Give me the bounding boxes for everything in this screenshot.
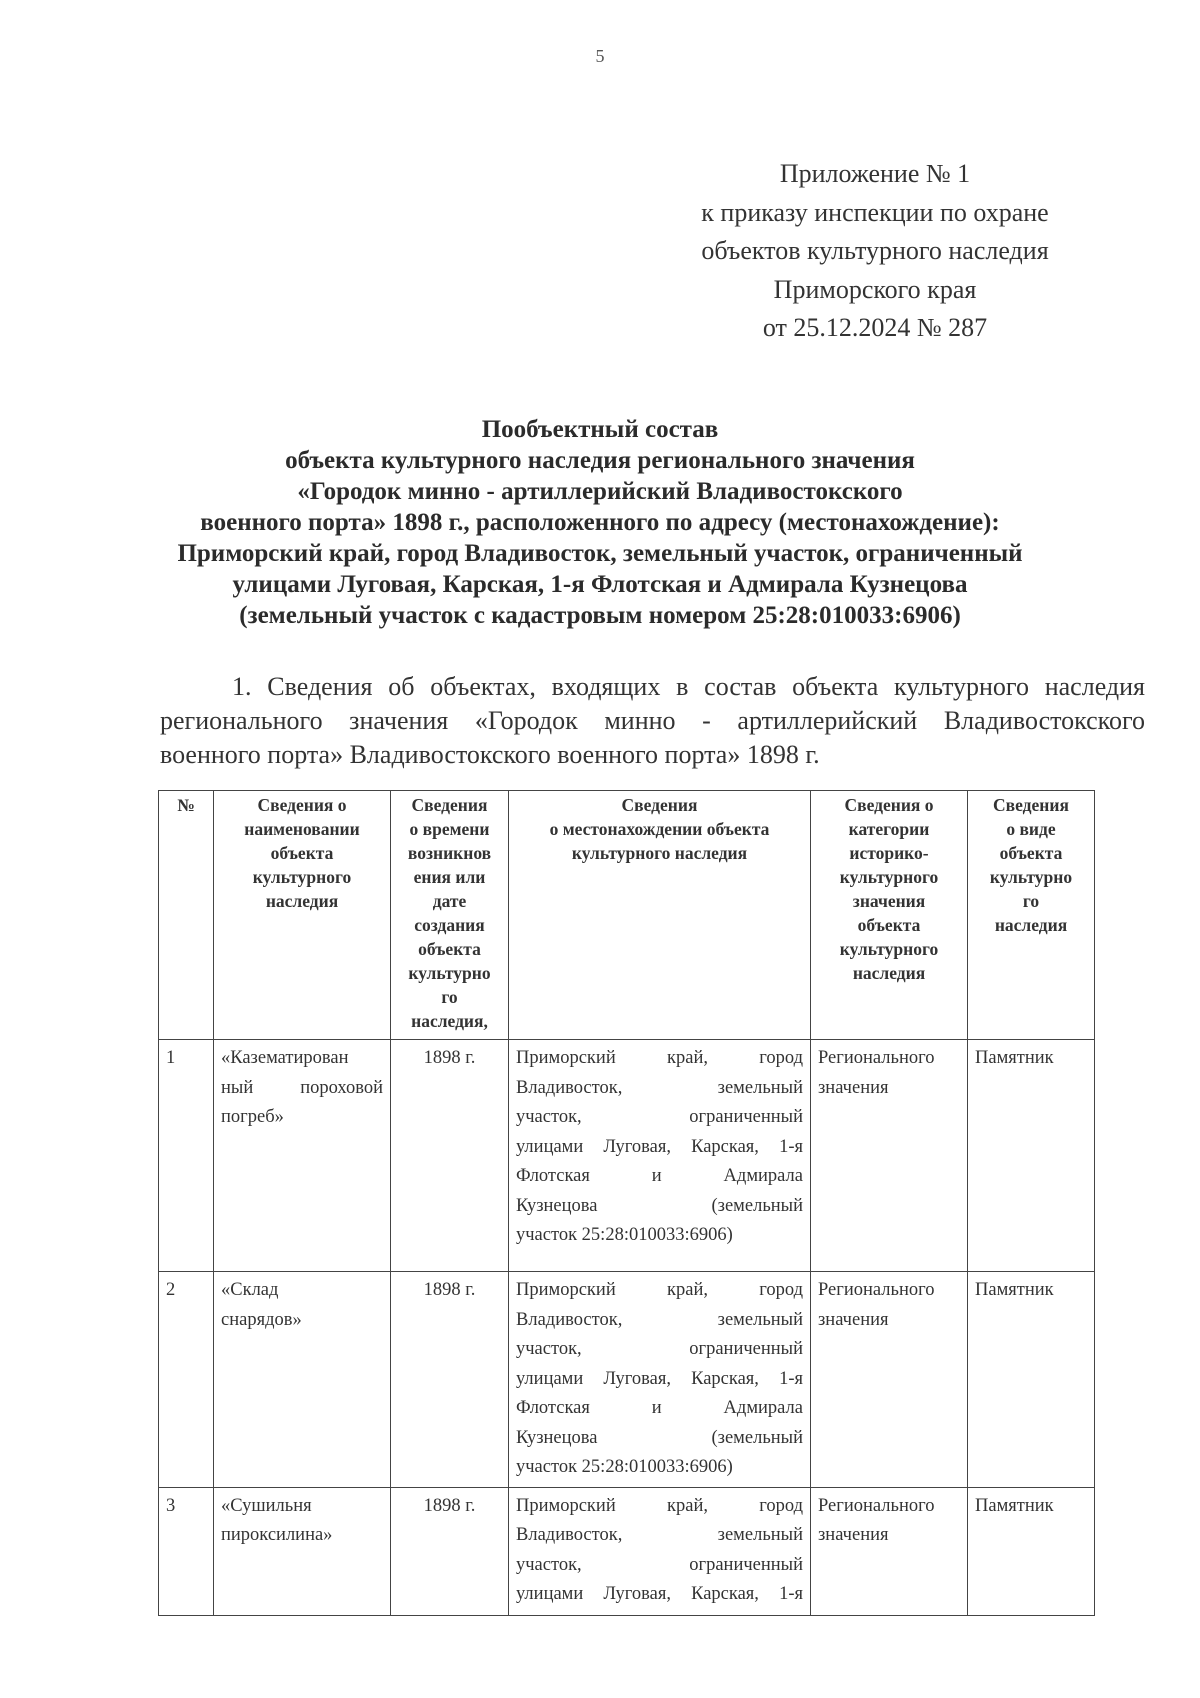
cell-line: Сведения о [257, 795, 347, 815]
document-title [60, 414, 1140, 631]
cell-line: Регионального [818, 1280, 935, 1300]
intro-line: военного порта» Владивостокского военного порта» 1898 г. [160, 740, 820, 769]
intro-line: регионального значения «Городок минно - артиллерийский Владивостокского [160, 706, 1145, 735]
cell-line: культурно [408, 963, 491, 983]
cell-date: 1898 г. [391, 1487, 509, 1615]
cell-line: пироксилина» [221, 1525, 333, 1545]
cell-line: Приморский край, город [516, 1048, 803, 1068]
cell-line: участок, ограниченный [516, 1107, 803, 1127]
cell-category [811, 1487, 968, 1615]
cell-line: Сведения [411, 795, 488, 815]
cell-line: создания [414, 915, 485, 935]
cell-num: 3 [159, 1487, 214, 1615]
cell-line: «Склад [221, 1280, 279, 1300]
cell-line: снарядов» [221, 1309, 302, 1330]
cell-line: погреб» [221, 1107, 284, 1127]
cell-kind: Памятник [968, 1040, 1095, 1272]
cell-line: значения [818, 1309, 889, 1330]
cell-line: значения [852, 891, 926, 911]
cell-line: историко- [849, 843, 929, 863]
cell-line: Приморский край, город [516, 1495, 803, 1516]
intro-paragraph [160, 670, 1145, 772]
cell-date: 1898 г. [391, 1272, 509, 1488]
title-line: улицами Луговая, Карская, 1-я Флотская и Адмирала Кузнецова [232, 571, 968, 598]
cell-line: культурного [839, 939, 939, 959]
appendix-line: от 25.12.2024 № 287 [762, 313, 988, 342]
cell-line: Владивосток, земельный [516, 1309, 803, 1330]
cell-line: Кузнецова (земельный [516, 1195, 803, 1216]
cell-line: Сведения о [844, 795, 934, 815]
title-line: объекта культурного наследия регионального значения [285, 447, 915, 474]
cell-line: о местонахождении объекта [549, 819, 770, 839]
cell-line: Флотская и Адмирала [516, 1398, 803, 1418]
cell-line: Владивосток, земельный [516, 1525, 803, 1545]
objects-table [158, 790, 1095, 1616]
table-header-row [159, 791, 1095, 1040]
cell-num: 2 [159, 1272, 214, 1488]
header-name [214, 791, 391, 1040]
cell-kind: Памятник [968, 1487, 1095, 1615]
appendix-block [640, 155, 1110, 348]
cell-name [214, 1272, 391, 1488]
cell-name [214, 1487, 391, 1615]
cell-line: улицами Луговая, Карская, 1-я [516, 1368, 803, 1389]
cell-line: объекта [418, 939, 481, 959]
cell-line: Владивосток, земельный [516, 1077, 803, 1098]
cell-line: го [1022, 891, 1040, 911]
cell-line: Регионального [818, 1495, 935, 1516]
cell-line: значения [818, 1525, 889, 1545]
header-num: № [159, 791, 214, 1040]
cell-location [509, 1272, 811, 1488]
appendix-line: объектов культурного наследия [701, 236, 1049, 265]
cell-location [509, 1487, 811, 1615]
cell-line: возникнов [407, 843, 492, 863]
cell-line: улицами Луговая, Карская, 1-я [516, 1136, 803, 1157]
cell-name [214, 1040, 391, 1272]
cell-date: 1898 г. [391, 1040, 509, 1272]
cell-line: ения или [413, 867, 486, 887]
cell-line: значения [818, 1077, 889, 1098]
cell-line: культурного наследия [571, 843, 748, 863]
appendix-line: Приложение № 1 [779, 159, 971, 188]
cell-line: наследия [265, 891, 339, 911]
table-row [159, 1487, 1095, 1615]
cell-line: дате [432, 891, 467, 911]
cell-line: Сведения [621, 795, 698, 815]
cell-line: наследия [994, 915, 1068, 935]
cell-kind: Памятник [968, 1272, 1095, 1488]
cell-line: культурного [252, 867, 352, 887]
cell-line: участок, ограниченный [516, 1554, 803, 1575]
cell-line: го [441, 987, 458, 1007]
title-line: «Городок минно - артиллерийский Владивостокского [297, 478, 903, 505]
header-location [509, 791, 811, 1040]
header-kind [968, 791, 1095, 1040]
cell-line: категории [848, 819, 930, 839]
cell-location [509, 1040, 811, 1272]
title-line: Пообъектный состав [481, 416, 719, 443]
table-row [159, 1040, 1095, 1272]
title-line: (земельный участок с кадастровым номером 25:28:010033:6906) [239, 602, 961, 629]
cell-line: объекта [999, 843, 1063, 863]
title-line: Приморский край, город Владивосток, земельный участок, ограниченный [177, 540, 1023, 567]
cell-line: Приморский край, город [516, 1280, 803, 1300]
cell-line: участок 25:28:010033:6906) [516, 1225, 733, 1245]
cell-line: ный пороховой [221, 1077, 383, 1098]
cell-line: наименовании [244, 819, 360, 839]
cell-line: культурно [989, 867, 1073, 887]
title-line: военного порта» 1898 г., расположенного по адресу (местонахождение): [200, 509, 1000, 536]
cell-line: «Казематирован [221, 1048, 349, 1068]
cell-category [811, 1272, 968, 1488]
appendix-line: Приморского края [773, 274, 977, 304]
header-category [811, 791, 968, 1040]
cell-line: наследия, [411, 1011, 488, 1031]
cell-line: «Сушильня [221, 1495, 312, 1516]
appendix-line: к приказу инспекции по охране [701, 197, 1049, 227]
cell-num: 1 [159, 1040, 214, 1272]
cell-line: о виде [1006, 819, 1056, 839]
table-row [159, 1272, 1095, 1488]
cell-line: улицами Луговая, Карская, 1-я [516, 1584, 803, 1604]
page-number: 5 [595, 46, 605, 66]
header-date [391, 791, 509, 1040]
cell-line: участок, ограниченный [516, 1339, 803, 1359]
cell-line: о времени [409, 819, 490, 839]
cell-line: Флотская и Адмирала [516, 1166, 803, 1186]
cell-line: объекта [270, 843, 334, 863]
cell-line: наследия [852, 963, 926, 983]
cell-line: Регионального [818, 1048, 935, 1068]
cell-line: Сведения [993, 795, 1069, 815]
cell-line: участок 25:28:010033:6906) [516, 1457, 733, 1477]
cell-line: культурного [839, 867, 939, 887]
cell-line: объекта [857, 915, 921, 935]
cell-category [811, 1040, 968, 1272]
intro-line: 1. Сведения об объектах, входящих в состав объекта культурного наследия [232, 672, 1145, 701]
cell-line: Кузнецова (земельный [516, 1427, 803, 1448]
